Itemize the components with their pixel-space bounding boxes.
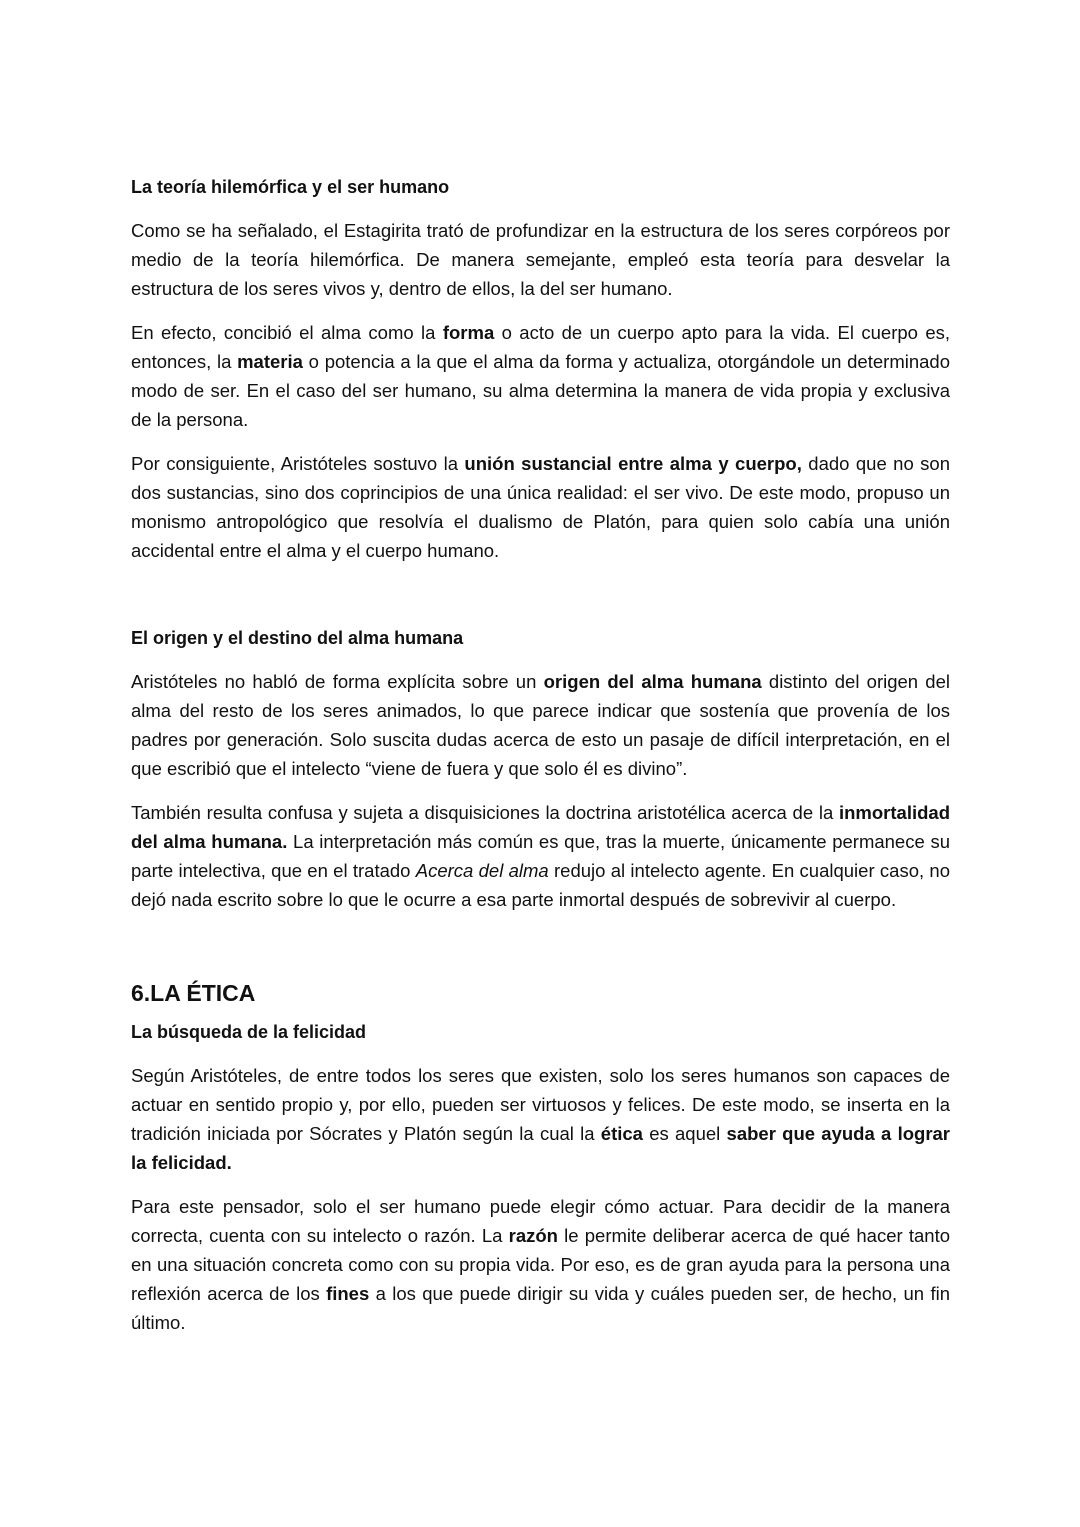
text-run: a los que puede dirigir su vida y cuáles pueden ser, de hecho, un fin último.: [131, 1283, 950, 1333]
section-origen-alma: [131, 624, 950, 914]
text-run: o acto de un cuerpo apto para la vida. El cuerpo es, entonces, la: [131, 322, 950, 372]
text-run: distinto del origen del alma del resto de los seres animados, lo que parece indicar que sostenía que provenía de los padres por generación. Solo suscita dudas acerca de esto un pasaje de difícil interpretación, en el que escribió que el intelecto “viene de fuera y que solo él es divino”.: [131, 671, 950, 779]
text-run: le permite deliberar acerca de qué hacer tanto en una situación concreta como con su propia vida. Por eso, es de gran ayuda para la persona una reflexión acerca de los: [131, 1225, 950, 1304]
paragraph: [131, 667, 950, 783]
paragraph: [131, 318, 950, 434]
text-run: Por consiguiente, Aristóteles sostuvo la: [131, 453, 465, 474]
text-run: Como se ha señalado, el Estagirita trató de profundizar en la estructura de los seres corpóreos por medio de la teoría hilemórfica. De manera semejante, empleó esta teoría para desvelar la estructura de los seres vivos y, dentro de ellos, la del ser humano.: [131, 220, 950, 299]
bold-term: saber que ayuda a lograr la felicidad.: [131, 1123, 951, 1173]
chapter-etica: [131, 976, 950, 1337]
document-page: [131, 173, 950, 1352]
bold-term: fines: [326, 1283, 370, 1304]
bold-term: materia: [237, 351, 303, 372]
text-run: En efecto, concibió el alma como la: [131, 322, 443, 343]
text-run: La interpretación más común es que, tras la muerte, únicamente permanece su parte intelectiva, que en el tratado: [131, 831, 950, 881]
section-heading: La teoría hilemórfica y el ser humano: [131, 177, 450, 197]
text-run: es aquel: [642, 1123, 727, 1144]
paragraph: [131, 798, 950, 914]
text-run: Según Aristóteles, de entre todos los seres que existen, solo los seres humanos son capaces de actuar en sentido propio y, por ello, pueden ser virtuosos y felices. De este modo, se inserta en la tradición iniciada por Sócrates y Platón según la cual la: [131, 1065, 950, 1144]
section-heading: El origen y el destino del alma humana: [131, 628, 464, 648]
bold-term: ética: [600, 1123, 643, 1144]
text-run: dado que no son dos sustancias, sino dos coprincipios de una única realidad: el ser vivo. De este modo, propuso un monismo antropológico que resolvía el dualismo de Platón, para quien solo cabía una unión accidental entre el alma y el cuerpo humano.: [131, 453, 950, 561]
text-run: o potencia a la que el alma da forma y actualiza, otorgándole un determinado modo de ser. En el caso del ser humano, su alma determina la manera de vida propia y exclusiva de la persona.: [131, 351, 950, 430]
paragraph: [131, 1192, 950, 1337]
paragraph: [131, 216, 950, 303]
italic-title: Acerca del alma: [415, 860, 549, 881]
bold-term: razón: [508, 1225, 558, 1246]
bold-term: inmortalidad del alma humana.: [131, 802, 950, 852]
bold-term: forma: [442, 322, 495, 343]
section-heading: La búsqueda de la felicidad: [131, 1022, 367, 1042]
bold-term: origen del alma humana: [543, 671, 762, 692]
paragraph: [131, 449, 950, 565]
chapter-title: 6.LA ÉTICA: [131, 980, 256, 1006]
paragraph: [131, 1061, 950, 1177]
text-run: También resulta confusa y sujeta a disquisiciones la doctrina aristotélica acerca de la: [131, 802, 839, 823]
section-hilemorfica: [131, 173, 950, 565]
text-run: Aristóteles no habló de forma explícita sobre un: [131, 671, 544, 692]
bold-term: unión sustancial entre alma y cuerpo,: [464, 453, 802, 474]
text-run: redujo al intelecto agente. En cualquier caso, no dejó nada escrito sobre lo que le ocurre a esa parte inmortal después de sobrevivir al cuerpo.: [131, 860, 950, 910]
text-run: Para este pensador, solo el ser humano puede elegir cómo actuar. Para decidir de la manera correcta, cuenta con su intelecto o razón. La: [131, 1196, 950, 1246]
